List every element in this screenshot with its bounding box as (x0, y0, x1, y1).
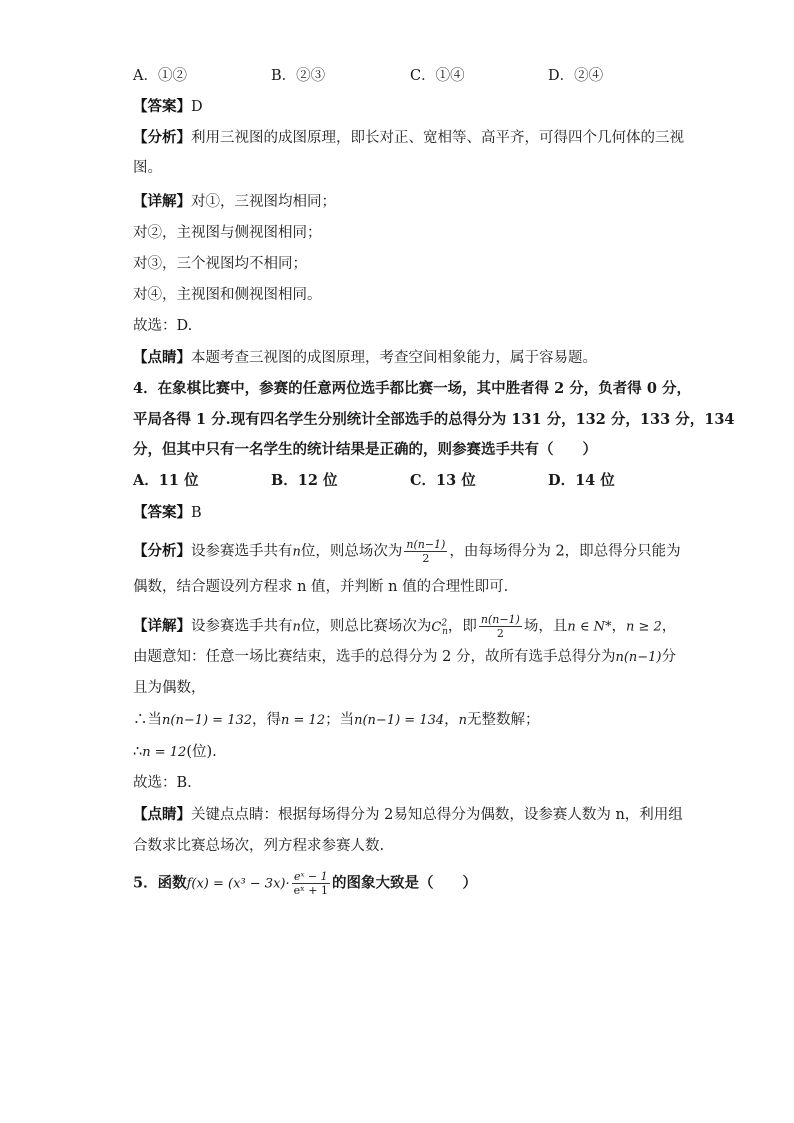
detail-text: ，即 (447, 618, 477, 635)
q4-choice: 故选：B. (133, 775, 192, 791)
analysis-text: 位，则总场次为 (300, 543, 403, 560)
q4-detail-line-5: ∴n = 12(位). (133, 744, 217, 760)
fraction-denominator: 2 (422, 552, 430, 565)
q5-stem: 5．函数f(x) = (x³ − 3x)· $\frac{\text{eˣ − 1}}{\text{eˣ + 1}}$ 的图象大致是（ ） (133, 870, 478, 897)
fraction-numerator: eˣ − 1 (292, 870, 330, 884)
fraction-numerator: n(n−1) (480, 613, 520, 626)
math-total: n(n−1) (615, 650, 662, 665)
q4-analysis (133, 538, 681, 565)
q4-option-b: B．12 位 (271, 472, 338, 489)
q4-comment (133, 805, 683, 825)
q3-detail-line-3: 对③，三个视图均不相同； (133, 256, 307, 272)
math-result: n = 12 (142, 745, 187, 760)
q3-option-b: B．②③ (271, 68, 326, 84)
answer-value: D (191, 99, 203, 115)
q4-detail-line-2: 由题意知：任意一场比赛结束，选手的总得分为 2 分，故所有选手总得分为n(n−1)分 (133, 649, 677, 665)
detail-text: 场，且 (523, 618, 568, 635)
q3-detail (133, 192, 336, 212)
q4-analysis-cont: 偶数，结合题设列方程求 n 值，并判断 n 值的合理性即可. (133, 579, 509, 595)
q3-option-d: D．②④ (548, 68, 604, 84)
q3-detail-line-4: 对④，主视图和侧视图相同。 (133, 287, 322, 303)
analysis-text: ，由每场得分为 2，即总得分只能为 (449, 543, 681, 560)
q3-choice: 故选：D. (133, 318, 193, 334)
detail-text: 位，则总比赛场次为 (300, 618, 432, 635)
math-n: n (292, 544, 301, 560)
detail-text: 对①，三视图均相同； (191, 194, 336, 210)
math-n: n (292, 619, 301, 635)
q4-stem-line-1: 4．在象棋比赛中，参赛的任意两位选手都比赛一场，其中胜者得 2 分，负者得 0 分， (133, 380, 691, 397)
fraction (404, 538, 447, 565)
math-n: n (458, 713, 468, 728)
q4-stem-line-3: 分，但其中只有一名学生的统计结果是正确的，则参赛选手共有（ ） (133, 441, 597, 458)
q4-detail: 【详解】设参赛选手共有n位，则总比赛场次为$C^2_n$，即 $\frac{n(n-1)}{2}$ 场，且n ∈ N*，n ≥ 2， (133, 613, 677, 640)
answer-tag: 【答案】 (133, 504, 191, 521)
q4-option-c: C．13 位 (410, 472, 476, 489)
answer-value: B (191, 505, 202, 521)
q3-option-a: A．①② (133, 68, 187, 84)
q4-detail-line-3: 且为偶数， (133, 680, 206, 696)
q3-detail-line-2: 对②，主视图与侧视图相同； (133, 225, 322, 241)
q4-detail-line-4: ∴当n(n−1) = 132，得n = 12；当n(n−1) = 134，n无整数解； (133, 712, 540, 728)
comment-tag: 【点睛】 (133, 806, 191, 823)
q4-answer (133, 503, 202, 523)
q3-analysis (133, 128, 684, 148)
detail-text: 设参赛选手共有 (191, 618, 293, 635)
q4-comment-cont: 合数求比赛总场次，列方程求参赛人数. (133, 838, 385, 854)
answer-tag: 【答案】 (133, 98, 191, 115)
fraction (292, 870, 330, 897)
q3-comment (133, 348, 597, 368)
comment-text: 本题考查三视图的成图原理，考查空间相象能力，属于容易题。 (191, 350, 597, 366)
math-n-in-N: n ∈ N* (567, 619, 612, 635)
q4-option-a: A．11 位 (133, 472, 199, 489)
q3-option-c: C．①④ (410, 68, 465, 84)
comment-tag: 【点睛】 (133, 349, 191, 366)
q4-option-d: D．14 位 (548, 472, 615, 489)
math-eq132: n(n−1) = 132 (162, 713, 253, 728)
math-n-ge-2: n ≥ 2 (625, 619, 662, 635)
detail-tag: 【详解】 (133, 617, 191, 635)
analysis-text: 利用三视图的成图原理，即长对正、宽相等、高平齐，可得四个几何体的三视 (191, 130, 684, 146)
detail-tag: 【详解】 (133, 193, 191, 210)
combination: $C^2_n$ (431, 618, 448, 638)
analysis-text: 设参赛选手共有 (191, 543, 293, 560)
fraction (479, 613, 522, 640)
fraction-numerator: n(n−1) (406, 538, 446, 551)
q3-analysis-cont: 图。 (133, 160, 162, 176)
math-n12: n = 12 (281, 713, 326, 728)
comment-text: 关键点点睛：根据每场得分为 2易知总得分为偶数，设参赛人数为 n，利用组 (191, 807, 683, 823)
math-eq134: n(n−1) = 134 (354, 713, 445, 728)
fraction-denominator: 2 (496, 627, 504, 640)
fraction-denominator: eˣ + 1 (293, 884, 329, 897)
analysis-tag: 【分析】 (133, 129, 191, 146)
q3-answer (133, 97, 203, 117)
q4-stem-line-2: 平局各得 1 分.现有四名学生分别统计全部选手的总得分为 131 分，132 分，133 分，134 (133, 411, 735, 428)
analysis-tag: 【分析】 (133, 542, 191, 560)
math-function: f(x) = (x³ − 3x)· (186, 876, 290, 892)
